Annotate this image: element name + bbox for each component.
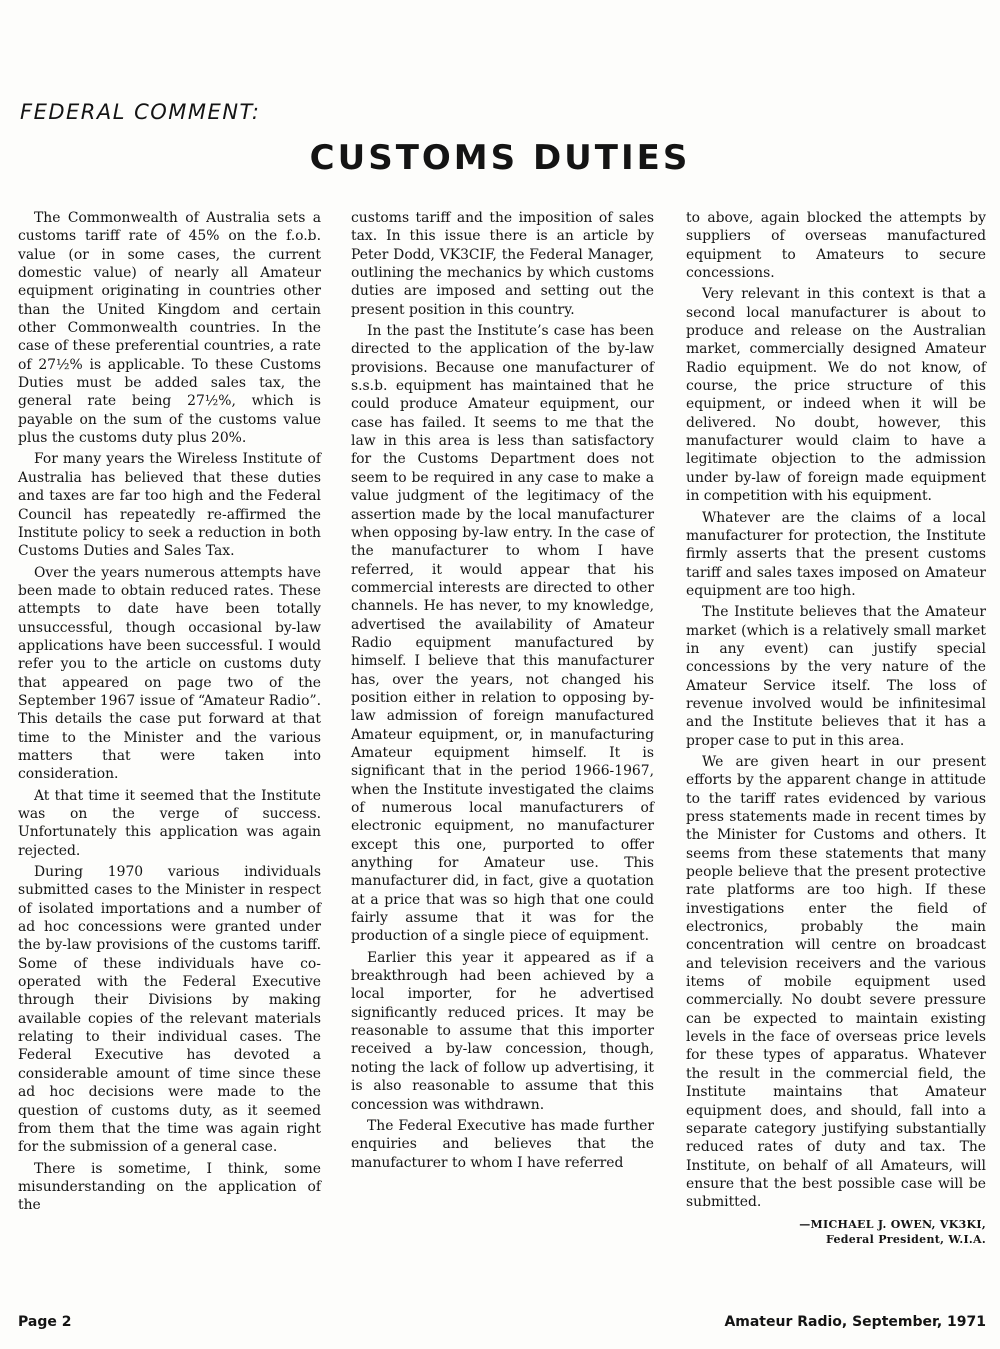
paragraph: There is sometime, I think, some misunderstanding on the application of the <box>18 1160 321 1214</box>
paragraph: In the past the Institute’s case has been directed to the application of the by-law provisions. Because one manufacturer of s.s.b. equipment has maintained that he could produce Amateur equipment, our case has failed. It seems to me that the law in this area is less than satisfactory for the Customs Department does not seem to be required in any case to make a value judgment of the legitimacy of the assertion made by the local manufacturer when opposing by-law entry. In the case of the manufacturer to whom I have referred, it would appear that his commercial interests are directed to other channels. He has never, to my knowledge, advertised the availability of Amateur Radio equipment manufactured by himself. I believe that this manufacturer has, over the years, not changed his position either in relation to opposing by-law admission of foreign manufactured Amateur equipment, or, in manufacturing Amateur equipment himself. It is significant that in the period 1966-1967, when the Institute investigated the claims of numerous local manufacturers of electronic equipment, no manufacturer except this one, purported to offer anything for Amateur use. This manufacturer did, in fact, give a quotation at a price that was so high that one could fairly assume that it was for the production of a single piece of equipment. <box>351 323 654 945</box>
paragraph: The Commonwealth of Australia sets a customs tariff rate of 45% on the f.o.b. value (or in some cases, the current domestic value) of nearly all Amateur equipment originating in countries other than the United Kingdom and certain other Commonwealth countries. In the case of these preferential countries, a rate of 27½% is applicable. To these Customs Duties must be added sales tax, the general rate being 27½%, which is payable on the sum of the customs value plus the customs duty plus 20%. <box>18 210 321 447</box>
paragraph: to above, again blocked the attempts by suppliers of overseas manufactured equipment to Amateurs to secure concessions. <box>686 210 986 282</box>
paragraph: Very relevant in this context is that a second local manufacturer is about to produce and release on the Australian market, commercially designed Amateur Radio equipment. We do not know, of course, the price structure of this equipment, or indeed when it will be delivered. No doubt, however, this manufacturer would claim to have a legitimate objection to the admission under by-law of foreign made equipment in competition with his equipment. <box>686 286 986 505</box>
page-number: Page 2 <box>18 1314 72 1330</box>
paragraph: The Federal Executive has made further enquiries and believes that the manufacturer to whom I have referred <box>351 1117 654 1171</box>
paragraph: At that time it seemed that the Institute was on the verge of success. Unfortunately this application was again rejected. <box>18 787 321 859</box>
paragraph: Whatever are the claims of a local manufacturer for protection, the Institute firmly asserts that the present customs tariff and sales taxes imposed on Amateur equipment are too high. <box>686 509 986 599</box>
paragraph: The Institute believes that the Amateur market (which is a relatively small market in any event) can justify special concessions by the very nature of the Amateur Service itself. The loss of revenue involved would be infinitesimal and the Institute believes that it has a proper case to put in this area. <box>686 604 986 749</box>
article-column-1 <box>18 209 321 1218</box>
paragraph: During 1970 various individuals submitted cases to the Minister in respect of isolated importations and a number of ad hoc concessions were granted under the by-law provisions of the customs tariff. Some of these individuals have co-operated with the Federal Executive through their Divisions by making available copies of the relevant materials relating to their individual cases. The Federal Executive has devoted a considerable amount of time since these ad hoc decisions were made to the question of customs duty, as it seemed from them that the time was again right for the submission of a general case. <box>18 864 321 1156</box>
article-title: CUSTOMS DUTIES <box>309 138 691 178</box>
section-label: FEDERAL COMMENT: <box>20 100 261 124</box>
paragraph: customs tariff and the imposition of sales tax. In this issue there is an article by Peter Dodd, VK3CIF, the Federal Manager, outlining the mechanics by which customs duties are imposed and setting out the present position in this country. <box>351 210 654 318</box>
paragraph: We are given heart in our present efforts by the apparent change in attitude to the tariff rates evidenced by various press statements made in recent times by the Minister for Customs and others. It seems from these statements that many people believe that the present protective rate platforms are too high. If these investigations enter the field of electronics, probably the main concentration will centre on broadcast and television receivers and the various items of mobile equipment used commercially. No doubt severe pressure can be expected to maintain existing levels in the face of overseas price levels for these types of apparatus. Whatever the result in the commercial field, the Institute maintains that Amateur equipment does, and should, fall into a separate category justifying substantially reduced rates of duty and tax. The Institute, on behalf of all Amateurs, will ensure that the best possible case will be submitted. <box>686 753 986 1211</box>
publication-info: Amateur Radio, September, 1971 <box>724 1314 986 1330</box>
signature-name: —MICHAEL J. OWEN, VK3KI, <box>799 1217 986 1231</box>
paragraph: For many years the Wireless Institute of Australia has believed that these duties and taxes are far too high and the Federal Council has repeatedly re-affirmed the Institute policy to seek a reduction in both Customs Duties and Sales Tax. <box>18 451 321 560</box>
article-column-3 <box>686 209 986 1247</box>
article-column-2 <box>351 209 654 1175</box>
signature <box>686 1217 986 1247</box>
paragraph: Over the years numerous attempts have been made to obtain reduced rates. These attempts to date have been totally unsuccessful, though occasional by-law applications have been successful. I would refer you to the article on customs duty that appeared on page two of the September 1967 issue of “Amateur Radio”. This details the case put forward at that time to the Minister and the various matters that were taken into consideration. <box>18 564 321 783</box>
signature-title: Federal President, W.I.A. <box>825 1232 986 1246</box>
paragraph: Earlier this year it appeared as if a breakthrough had been achieved by a local importer, for he advertised significantly reduced prices. It may be reasonable to assume that this importer received a by-law concession, though, noting the lack of follow up advertising, it is also reasonable to assume that this concession was withdrawn. <box>351 949 654 1113</box>
